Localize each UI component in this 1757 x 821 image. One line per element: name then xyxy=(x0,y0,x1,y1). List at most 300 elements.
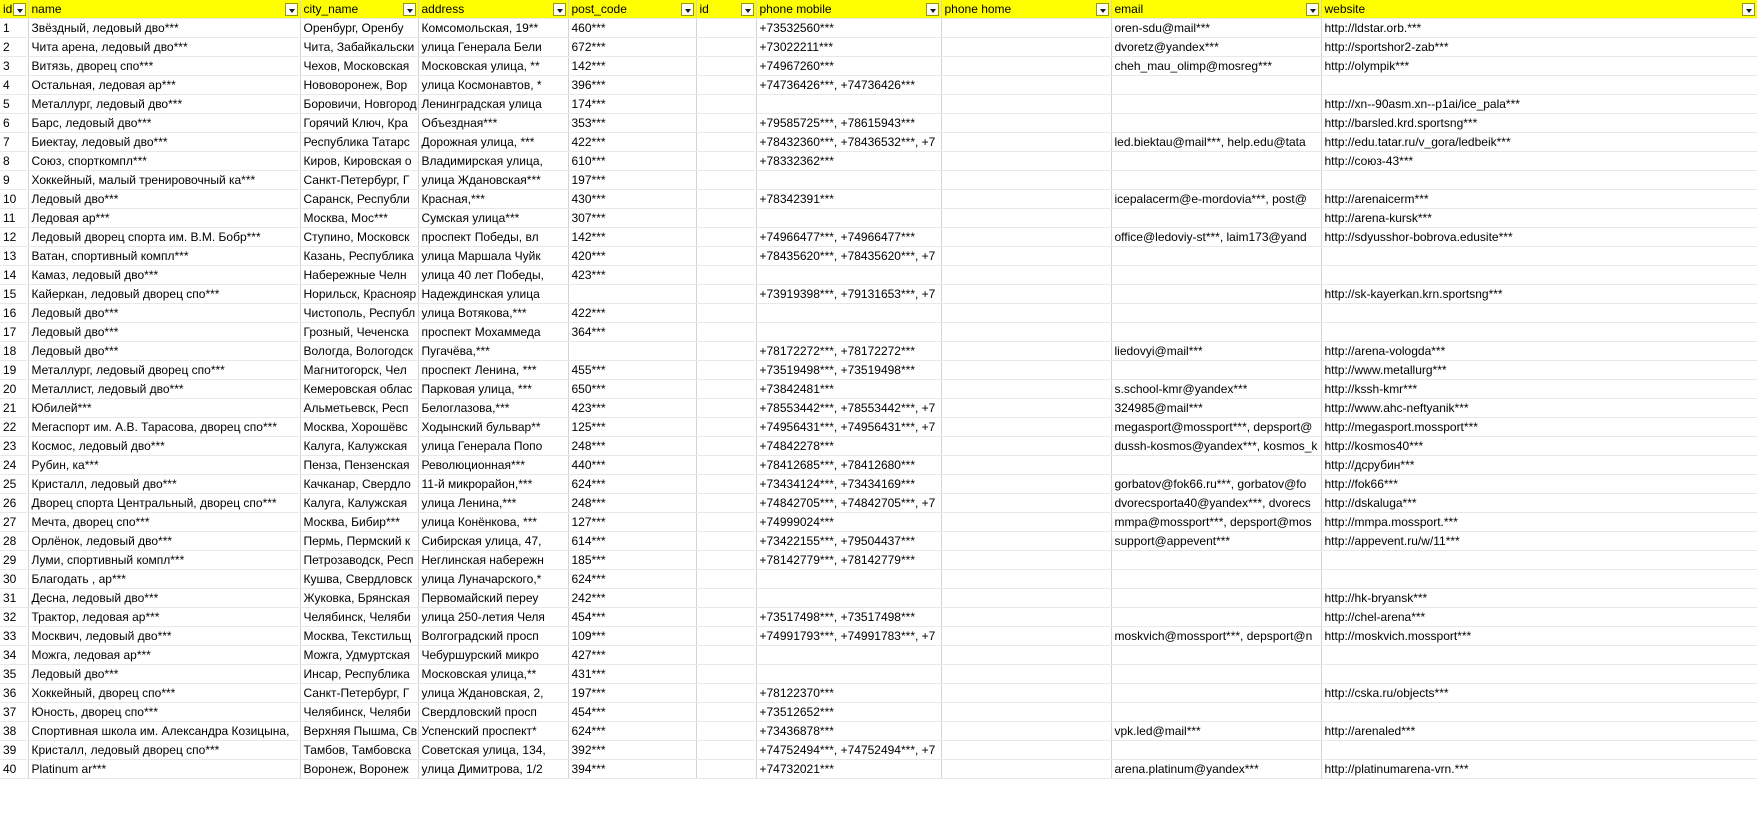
cell-email[interactable] xyxy=(1111,247,1321,266)
cell-address[interactable]: Свердловский просп xyxy=(418,703,568,722)
cell-id[interactable] xyxy=(696,304,756,323)
cell-post-code[interactable]: 392*** xyxy=(568,741,696,760)
cell-phone-home[interactable] xyxy=(941,437,1111,456)
cell-phone-mobile[interactable]: +73512652*** xyxy=(756,703,941,722)
cell-id[interactable] xyxy=(696,190,756,209)
cell-city-name[interactable]: Боровичи, Новгород xyxy=(300,95,418,114)
cell-address[interactable]: Волгоградский просп xyxy=(418,627,568,646)
filter-dropdown-icon-phone-mobile[interactable] xyxy=(926,3,939,16)
cell-id[interactable] xyxy=(696,437,756,456)
cell-name[interactable]: Хоккейный, дворец спо*** xyxy=(28,684,300,703)
cell-phone-mobile[interactable]: +73022211*** xyxy=(756,38,941,57)
filter-dropdown-icon-post-code[interactable] xyxy=(681,3,694,16)
row-header[interactable]: 11 xyxy=(0,209,28,228)
cell-name[interactable]: Десна, ледовый дво*** xyxy=(28,589,300,608)
cell-id[interactable] xyxy=(696,57,756,76)
cell-name[interactable]: Юбилей*** xyxy=(28,399,300,418)
cell-email[interactable] xyxy=(1111,608,1321,627)
cell-id[interactable] xyxy=(696,475,756,494)
cell-id[interactable] xyxy=(696,608,756,627)
cell-address[interactable]: Успенский проспект* xyxy=(418,722,568,741)
cell-email[interactable] xyxy=(1111,323,1321,342)
filter-dropdown-icon-name[interactable] xyxy=(285,3,298,16)
cell-post-code[interactable]: 142*** xyxy=(568,57,696,76)
cell-phone-home[interactable] xyxy=(941,323,1111,342)
cell-name[interactable]: Металлист, ледовый дво*** xyxy=(28,380,300,399)
cell-address[interactable]: улица Ждановская, 2, xyxy=(418,684,568,703)
cell-city-name[interactable]: Чистополь, Республ xyxy=(300,304,418,323)
cell-phone-home[interactable] xyxy=(941,475,1111,494)
cell-email[interactable] xyxy=(1111,741,1321,760)
cell-id[interactable] xyxy=(696,646,756,665)
cell-city-name[interactable]: Горячий Ключ, Кра xyxy=(300,114,418,133)
row-header[interactable]: 40 xyxy=(0,760,28,779)
table-row[interactable] xyxy=(0,266,1757,285)
cell-website[interactable]: http://fok66*** xyxy=(1321,475,1757,494)
table-row[interactable] xyxy=(0,323,1757,342)
cell-phone-mobile[interactable]: +78122370*** xyxy=(756,684,941,703)
cell-website[interactable] xyxy=(1321,741,1757,760)
table-row[interactable] xyxy=(0,380,1757,399)
cell-name[interactable]: Космос, ледовый дво*** xyxy=(28,437,300,456)
table-row[interactable] xyxy=(0,228,1757,247)
cell-address[interactable]: проспект Мохаммеда xyxy=(418,323,568,342)
table-row[interactable] xyxy=(0,152,1757,171)
cell-id[interactable] xyxy=(696,589,756,608)
cell-city-name[interactable]: Калуга, Калужская xyxy=(300,494,418,513)
row-header[interactable]: 19 xyxy=(0,361,28,380)
cell-email[interactable]: megasport@mossport***, depsport@ xyxy=(1111,418,1321,437)
cell-city-name[interactable]: Петрозаводск, Респ xyxy=(300,551,418,570)
cell-phone-mobile[interactable] xyxy=(756,589,941,608)
cell-email[interactable] xyxy=(1111,456,1321,475)
cell-phone-mobile[interactable]: +78432360***, +78436532***, +7 xyxy=(756,133,941,152)
cell-post-code[interactable] xyxy=(568,285,696,304)
cell-phone-mobile[interactable]: +78435620***, +78435620***, +7 xyxy=(756,247,941,266)
row-header[interactable]: 37 xyxy=(0,703,28,722)
table-row[interactable] xyxy=(0,133,1757,152)
cell-post-code[interactable] xyxy=(568,342,696,361)
row-header[interactable]: 10 xyxy=(0,190,28,209)
cell-email[interactable] xyxy=(1111,665,1321,684)
cell-name[interactable]: Рубин, ка*** xyxy=(28,456,300,475)
cell-email[interactable]: dussh-kosmos@yandex***, kosmos_k xyxy=(1111,437,1321,456)
column-header-phone-home[interactable] xyxy=(941,0,1111,19)
cell-email[interactable] xyxy=(1111,646,1321,665)
cell-city-name[interactable]: Чита, Забайкальски xyxy=(300,38,418,57)
cell-id[interactable] xyxy=(696,38,756,57)
cell-post-code[interactable]: 431*** xyxy=(568,665,696,684)
row-header[interactable]: 25 xyxy=(0,475,28,494)
cell-id[interactable] xyxy=(696,361,756,380)
cell-post-code[interactable]: 672*** xyxy=(568,38,696,57)
cell-post-code[interactable]: 454*** xyxy=(568,608,696,627)
cell-phone-home[interactable] xyxy=(941,285,1111,304)
cell-website[interactable]: http://kssh-kmr*** xyxy=(1321,380,1757,399)
cell-name[interactable]: Юность, дворец спо*** xyxy=(28,703,300,722)
cell-id[interactable] xyxy=(696,722,756,741)
cell-email[interactable]: oren-sdu@mail*** xyxy=(1111,19,1321,38)
row-header[interactable]: 35 xyxy=(0,665,28,684)
cell-website[interactable] xyxy=(1321,247,1757,266)
cell-name[interactable]: Биектау, ледовый дво*** xyxy=(28,133,300,152)
row-header[interactable]: 7 xyxy=(0,133,28,152)
cell-address[interactable]: улица Генерала Попо xyxy=(418,437,568,456)
cell-email[interactable] xyxy=(1111,304,1321,323)
table-row[interactable] xyxy=(0,665,1757,684)
cell-phone-home[interactable] xyxy=(941,399,1111,418)
cell-phone-home[interactable] xyxy=(941,209,1111,228)
cell-phone-home[interactable] xyxy=(941,38,1111,57)
cell-website[interactable] xyxy=(1321,323,1757,342)
cell-id[interactable] xyxy=(696,171,756,190)
cell-phone-mobile[interactable]: +74842278*** xyxy=(756,437,941,456)
cell-phone-home[interactable] xyxy=(941,722,1111,741)
cell-phone-mobile[interactable]: +78142779***, +78142779*** xyxy=(756,551,941,570)
cell-email[interactable] xyxy=(1111,684,1321,703)
cell-address[interactable]: улица Ленина,*** xyxy=(418,494,568,513)
cell-phone-home[interactable] xyxy=(941,665,1111,684)
cell-id[interactable] xyxy=(696,95,756,114)
cell-name[interactable]: Можга, ледовая ар*** xyxy=(28,646,300,665)
cell-post-code[interactable]: 624*** xyxy=(568,570,696,589)
cell-phone-mobile[interactable] xyxy=(756,570,941,589)
column-header-id-col[interactable] xyxy=(696,0,756,19)
table-row[interactable] xyxy=(0,57,1757,76)
cell-post-code[interactable]: 460*** xyxy=(568,19,696,38)
row-header[interactable]: 26 xyxy=(0,494,28,513)
cell-email[interactable] xyxy=(1111,703,1321,722)
cell-id[interactable] xyxy=(696,380,756,399)
cell-name[interactable]: Ватан, спортивный компл*** xyxy=(28,247,300,266)
cell-phone-home[interactable] xyxy=(941,247,1111,266)
cell-phone-home[interactable] xyxy=(941,380,1111,399)
cell-phone-home[interactable] xyxy=(941,361,1111,380)
cell-post-code[interactable]: 440*** xyxy=(568,456,696,475)
row-header[interactable]: 16 xyxy=(0,304,28,323)
cell-id[interactable] xyxy=(696,684,756,703)
cell-post-code[interactable]: 624*** xyxy=(568,722,696,741)
cell-email[interactable]: led.biektau@mail***, help.edu@tata xyxy=(1111,133,1321,152)
cell-phone-home[interactable] xyxy=(941,133,1111,152)
cell-post-code[interactable]: 427*** xyxy=(568,646,696,665)
cell-post-code[interactable]: 353*** xyxy=(568,114,696,133)
cell-email[interactable]: liedovyi@mail*** xyxy=(1111,342,1321,361)
cell-city-name[interactable]: Республика Татарс xyxy=(300,133,418,152)
cell-address[interactable]: Чебуршурский микро xyxy=(418,646,568,665)
cell-website[interactable] xyxy=(1321,646,1757,665)
cell-phone-mobile[interactable]: +74842705***, +74842705***, +7 xyxy=(756,494,941,513)
cell-address[interactable]: Московская улица,** xyxy=(418,665,568,684)
cell-address[interactable]: проспект Победы, вл xyxy=(418,228,568,247)
cell-website[interactable]: http://dskaluga*** xyxy=(1321,494,1757,513)
cell-name[interactable]: Витязь, дворец спо*** xyxy=(28,57,300,76)
cell-phone-mobile[interactable]: +78342391*** xyxy=(756,190,941,209)
cell-post-code[interactable]: 174*** xyxy=(568,95,696,114)
row-header[interactable]: 20 xyxy=(0,380,28,399)
cell-website[interactable]: http://союз-43*** xyxy=(1321,152,1757,171)
cell-id[interactable] xyxy=(696,247,756,266)
cell-city-name[interactable]: Вологда, Вологодск xyxy=(300,342,418,361)
cell-phone-mobile[interactable]: +73422155***, +79504437*** xyxy=(756,532,941,551)
cell-city-name[interactable]: Санкт-Петербург, Г xyxy=(300,684,418,703)
cell-id[interactable] xyxy=(696,133,756,152)
cell-name[interactable]: Хоккейный, малый тренировочный ка*** xyxy=(28,171,300,190)
table-row[interactable] xyxy=(0,76,1757,95)
cell-email[interactable]: 324985@mail*** xyxy=(1111,399,1321,418)
column-header-name[interactable] xyxy=(28,0,300,19)
row-header[interactable]: 17 xyxy=(0,323,28,342)
cell-website[interactable] xyxy=(1321,570,1757,589)
cell-website[interactable] xyxy=(1321,551,1757,570)
cell-phone-home[interactable] xyxy=(941,551,1111,570)
cell-name[interactable]: Кристалл, ледовый дворец спо*** xyxy=(28,741,300,760)
cell-phone-home[interactable] xyxy=(941,57,1111,76)
cell-website[interactable]: http://arena-kursk*** xyxy=(1321,209,1757,228)
cell-phone-mobile[interactable] xyxy=(756,665,941,684)
cell-phone-home[interactable] xyxy=(941,684,1111,703)
cell-id[interactable] xyxy=(696,19,756,38)
cell-city-name[interactable]: Чехов, Московская xyxy=(300,57,418,76)
row-header[interactable]: 6 xyxy=(0,114,28,133)
filter-dropdown-icon-phone-home[interactable] xyxy=(1096,3,1109,16)
cell-phone-home[interactable] xyxy=(941,570,1111,589)
cell-phone-home[interactable] xyxy=(941,741,1111,760)
cell-post-code[interactable]: 394*** xyxy=(568,760,696,779)
cell-email[interactable]: support@appevent*** xyxy=(1111,532,1321,551)
row-header[interactable]: 14 xyxy=(0,266,28,285)
cell-city-name[interactable]: Саранск, Республи xyxy=(300,190,418,209)
cell-post-code[interactable]: 422*** xyxy=(568,304,696,323)
cell-email[interactable]: mmpa@mossport***, depsport@mos xyxy=(1111,513,1321,532)
cell-city-name[interactable]: Казань, Республика xyxy=(300,247,418,266)
cell-post-code[interactable]: 610*** xyxy=(568,152,696,171)
cell-address[interactable]: Сибирская улица, 47, xyxy=(418,532,568,551)
cell-city-name[interactable]: Жуковка, Брянская xyxy=(300,589,418,608)
cell-city-name[interactable]: Магнитогорск, Чел xyxy=(300,361,418,380)
table-row[interactable] xyxy=(0,760,1757,779)
cell-name[interactable]: Орлёнок, ледовый дво*** xyxy=(28,532,300,551)
cell-name[interactable]: Platinum ar*** xyxy=(28,760,300,779)
cell-id[interactable] xyxy=(696,456,756,475)
cell-city-name[interactable]: Нововоронеж, Вор xyxy=(300,76,418,95)
cell-phone-home[interactable] xyxy=(941,627,1111,646)
row-header[interactable]: 13 xyxy=(0,247,28,266)
table-row[interactable] xyxy=(0,684,1757,703)
table-row[interactable] xyxy=(0,342,1757,361)
table-row[interactable] xyxy=(0,703,1757,722)
table-row[interactable] xyxy=(0,19,1757,38)
cell-email[interactable] xyxy=(1111,551,1321,570)
cell-post-code[interactable]: 430*** xyxy=(568,190,696,209)
cell-name[interactable]: Ледовый дво*** xyxy=(28,190,300,209)
cell-website[interactable]: http://kosmos40*** xyxy=(1321,437,1757,456)
cell-address[interactable]: Объездная*** xyxy=(418,114,568,133)
cell-id[interactable] xyxy=(696,323,756,342)
cell-city-name[interactable]: Набережные Челн xyxy=(300,266,418,285)
cell-city-name[interactable]: Калуга, Калужская xyxy=(300,437,418,456)
cell-name[interactable]: Кайеркан, ледовый дворец спо*** xyxy=(28,285,300,304)
row-header[interactable]: 18 xyxy=(0,342,28,361)
cell-post-code[interactable]: 185*** xyxy=(568,551,696,570)
cell-name[interactable]: Спортивная школа им. Александра Козицына, xyxy=(28,722,300,741)
cell-id[interactable] xyxy=(696,532,756,551)
cell-address[interactable]: улица Маршала Чуйк xyxy=(418,247,568,266)
cell-id[interactable] xyxy=(696,152,756,171)
cell-post-code[interactable]: 242*** xyxy=(568,589,696,608)
table-row[interactable] xyxy=(0,209,1757,228)
cell-phone-mobile[interactable]: +74732021*** xyxy=(756,760,941,779)
cell-address[interactable]: Пугачёва,*** xyxy=(418,342,568,361)
cell-post-code[interactable]: 422*** xyxy=(568,133,696,152)
cell-city-name[interactable]: Воронеж, Воронеж xyxy=(300,760,418,779)
cell-id[interactable] xyxy=(696,551,756,570)
cell-address[interactable]: улица Ждановская*** xyxy=(418,171,568,190)
cell-city-name[interactable]: Грозный, Чеченска xyxy=(300,323,418,342)
cell-name[interactable]: Ледовая ар*** xyxy=(28,209,300,228)
cell-city-name[interactable]: Челябинск, Челяби xyxy=(300,608,418,627)
cell-phone-home[interactable] xyxy=(941,190,1111,209)
cell-name[interactable]: Барс, ледовый дво*** xyxy=(28,114,300,133)
table-row[interactable] xyxy=(0,456,1757,475)
table-row[interactable] xyxy=(0,570,1757,589)
cell-city-name[interactable]: Верхняя Пышма, Св xyxy=(300,722,418,741)
cell-address[interactable]: Владимирская улица, xyxy=(418,152,568,171)
cell-id[interactable] xyxy=(696,703,756,722)
cell-phone-home[interactable] xyxy=(941,266,1111,285)
cell-address[interactable]: Неглинская набережн xyxy=(418,551,568,570)
row-header[interactable]: 21 xyxy=(0,399,28,418)
row-header[interactable]: 1 xyxy=(0,19,28,38)
cell-phone-mobile[interactable] xyxy=(756,209,941,228)
cell-email[interactable] xyxy=(1111,361,1321,380)
table-row[interactable] xyxy=(0,285,1757,304)
cell-city-name[interactable]: Оренбург, Оренбу xyxy=(300,19,418,38)
cell-id[interactable] xyxy=(696,76,756,95)
cell-phone-mobile[interactable]: +73519498***, +73519498*** xyxy=(756,361,941,380)
cell-phone-mobile[interactable]: +73434124***, +73434169*** xyxy=(756,475,941,494)
row-header[interactable]: 32 xyxy=(0,608,28,627)
cell-name[interactable]: Трактор, ледовая ар*** xyxy=(28,608,300,627)
cell-phone-mobile[interactable]: +78412685***, +78412680*** xyxy=(756,456,941,475)
column-header-phone-mobile[interactable] xyxy=(756,0,941,19)
row-header[interactable]: 24 xyxy=(0,456,28,475)
cell-id[interactable] xyxy=(696,570,756,589)
row-header[interactable]: 8 xyxy=(0,152,28,171)
cell-post-code[interactable]: 197*** xyxy=(568,171,696,190)
cell-city-name[interactable]: Альметьевск, Респ xyxy=(300,399,418,418)
cell-name[interactable]: Ледовый дворец спорта им. В.М. Бобр*** xyxy=(28,228,300,247)
row-header[interactable]: 9 xyxy=(0,171,28,190)
cell-city-name[interactable]: Москва, Текстильщ xyxy=(300,627,418,646)
cell-address[interactable]: 11-й микрорайон,*** xyxy=(418,475,568,494)
cell-phone-home[interactable] xyxy=(941,76,1111,95)
cell-website[interactable]: http://sportshor2-zab*** xyxy=(1321,38,1757,57)
cell-post-code[interactable]: 614*** xyxy=(568,532,696,551)
cell-name[interactable]: Чита арена, ледовый дво*** xyxy=(28,38,300,57)
table-row[interactable] xyxy=(0,722,1757,741)
table-row[interactable] xyxy=(0,513,1757,532)
cell-email[interactable] xyxy=(1111,114,1321,133)
table-row[interactable] xyxy=(0,589,1757,608)
cell-phone-home[interactable] xyxy=(941,532,1111,551)
cell-phone-mobile[interactable]: +78332362*** xyxy=(756,152,941,171)
cell-phone-mobile[interactable]: +73532560*** xyxy=(756,19,941,38)
cell-id[interactable] xyxy=(696,665,756,684)
cell-address[interactable]: улица Луначарского,* xyxy=(418,570,568,589)
table-row[interactable] xyxy=(0,608,1757,627)
row-header[interactable]: 3 xyxy=(0,57,28,76)
cell-website[interactable]: http://xn--90asm.xn--p1ai/ice_pala*** xyxy=(1321,95,1757,114)
cell-city-name[interactable]: Москва, Мос*** xyxy=(300,209,418,228)
cell-city-name[interactable]: Москва, Хорошёвс xyxy=(300,418,418,437)
filter-dropdown-icon-id-col[interactable] xyxy=(741,3,754,16)
row-header[interactable]: 31 xyxy=(0,589,28,608)
cell-email[interactable]: gorbatov@fok66.ru***, gorbatov@fo xyxy=(1111,475,1321,494)
cell-id[interactable] xyxy=(696,266,756,285)
table-row[interactable] xyxy=(0,114,1757,133)
row-header[interactable]: 30 xyxy=(0,570,28,589)
cell-address[interactable]: проспект Ленина, *** xyxy=(418,361,568,380)
cell-phone-home[interactable] xyxy=(941,95,1111,114)
cell-email[interactable] xyxy=(1111,570,1321,589)
cell-phone-home[interactable] xyxy=(941,19,1111,38)
cell-post-code[interactable]: 396*** xyxy=(568,76,696,95)
cell-phone-mobile[interactable] xyxy=(756,323,941,342)
table-row[interactable] xyxy=(0,551,1757,570)
row-header[interactable]: 5 xyxy=(0,95,28,114)
table-row[interactable] xyxy=(0,399,1757,418)
cell-id[interactable] xyxy=(696,627,756,646)
cell-phone-mobile[interactable] xyxy=(756,266,941,285)
cell-email[interactable]: vpk.led@mail*** xyxy=(1111,722,1321,741)
cell-city-name[interactable]: Норильск, Краснояр xyxy=(300,285,418,304)
cell-post-code[interactable]: 624*** xyxy=(568,475,696,494)
cell-post-code[interactable]: 248*** xyxy=(568,437,696,456)
column-header-city-name[interactable] xyxy=(300,0,418,19)
cell-city-name[interactable]: Киров, Кировская о xyxy=(300,152,418,171)
cell-phone-home[interactable] xyxy=(941,703,1111,722)
cell-website[interactable]: http://arenaled*** xyxy=(1321,722,1757,741)
cell-phone-mobile[interactable]: +79585725***, +78615943*** xyxy=(756,114,941,133)
row-header[interactable]: 22 xyxy=(0,418,28,437)
row-header[interactable]: 29 xyxy=(0,551,28,570)
cell-website[interactable]: http://megasport.mossport*** xyxy=(1321,418,1757,437)
cell-id[interactable] xyxy=(696,342,756,361)
row-header[interactable]: 36 xyxy=(0,684,28,703)
row-header[interactable]: 39 xyxy=(0,741,28,760)
cell-address[interactable]: Первомайский переу xyxy=(418,589,568,608)
cell-city-name[interactable]: Кушва, Свердловск xyxy=(300,570,418,589)
column-header-email[interactable] xyxy=(1111,0,1321,19)
cell-id[interactable] xyxy=(696,513,756,532)
cell-website[interactable]: http://sdyusshor-bobrova.edusite*** xyxy=(1321,228,1757,247)
cell-name[interactable]: Кристалл, ледовый дво*** xyxy=(28,475,300,494)
column-header-website[interactable] xyxy=(1321,0,1757,19)
cell-email[interactable]: moskvich@mossport***, depsport@n xyxy=(1111,627,1321,646)
cell-post-code[interactable]: 125*** xyxy=(568,418,696,437)
cell-phone-mobile[interactable]: +74956431***, +74956431***, +7 xyxy=(756,418,941,437)
cell-phone-mobile[interactable]: +74999024*** xyxy=(756,513,941,532)
cell-phone-home[interactable] xyxy=(941,456,1111,475)
cell-website[interactable] xyxy=(1321,266,1757,285)
row-header[interactable]: 34 xyxy=(0,646,28,665)
cell-phone-mobile[interactable]: +74967260*** xyxy=(756,57,941,76)
cell-phone-home[interactable] xyxy=(941,114,1111,133)
cell-phone-mobile[interactable]: +73436878*** xyxy=(756,722,941,741)
cell-address[interactable]: Советская улица, 134, xyxy=(418,741,568,760)
filter-dropdown-icon-email[interactable] xyxy=(1306,3,1319,16)
